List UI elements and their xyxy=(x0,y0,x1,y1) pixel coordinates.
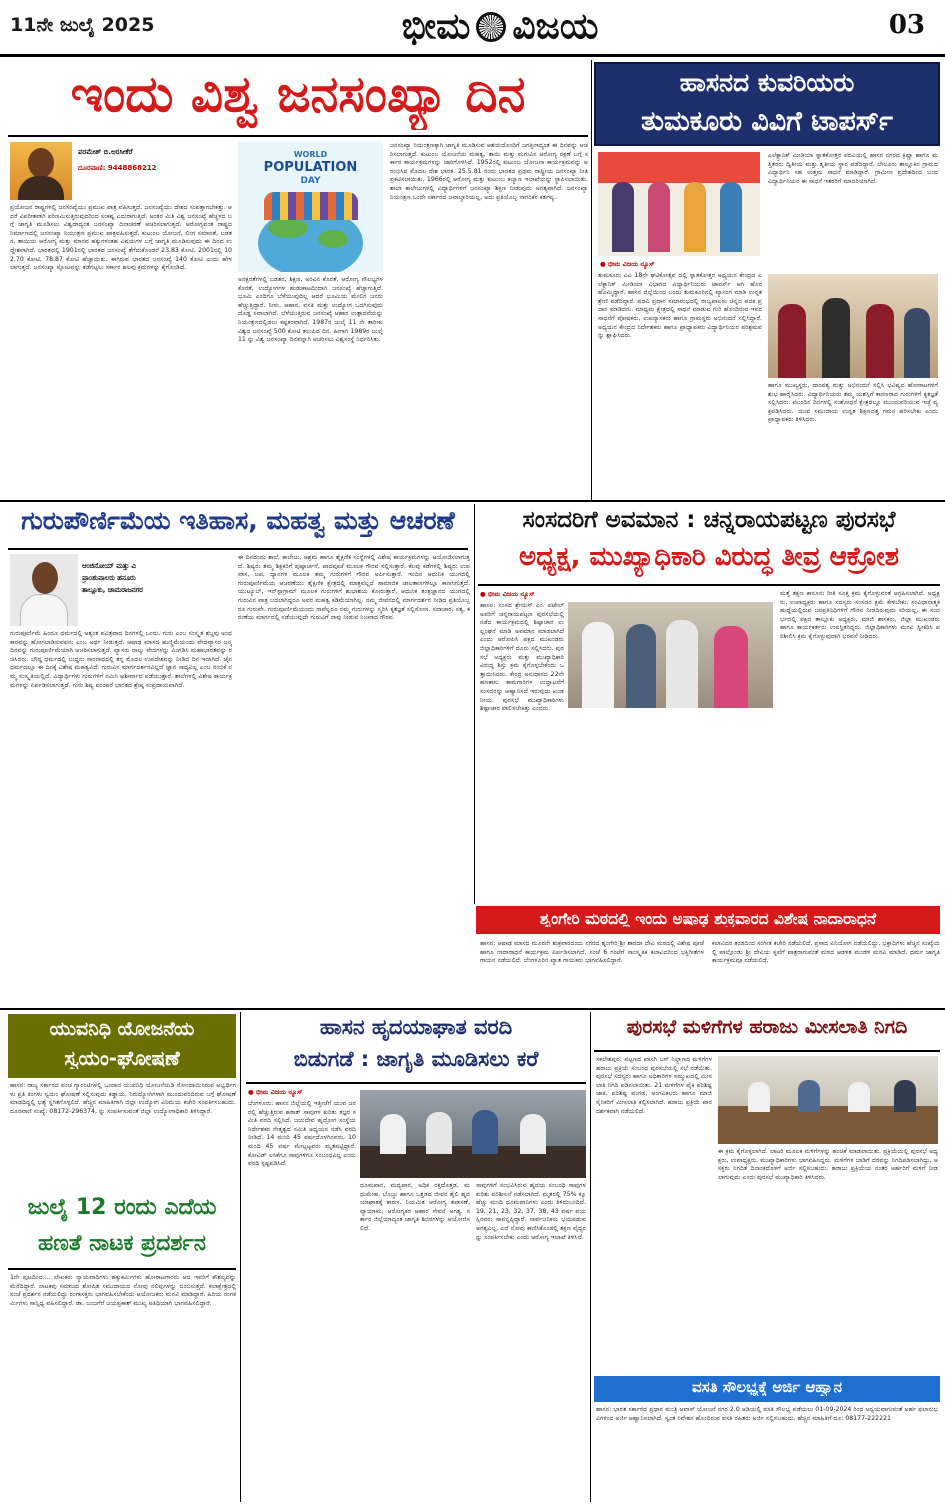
story1-author: ಪರಮೇಶ್ ಬಿ.ಅರಸೀಕೆರೆ xyxy=(78,148,133,156)
population-day-poster xyxy=(238,142,383,272)
story2-body-col2: ಎಲೆಕ್ಟ್ರಾನಿಕ್ ಮೀಡಿಯಾ ಸ್ನಾತಕೋತ್ತರ ಪದವಿಯಲ್ಲಿ ಹಾಸನ ನಗರದ ಕ್ರಿಷ್ಣಾ ಹಾಗೂ ಮತ್ತಿತರರು ದ್ವಿತೀಯ ಮತ್ತು ತೃತೀಯ ಸ್ಥಾನ ಪಡೆದಿದ್ದಾರೆ. ಬೇಲೂರು ತಾಲ್ಲೂಕಿನ ಗ್ರಾಮದ ವಿದ್ಯಾರ್ಥಿನಿ ಸಹ ಉತ್ತಮ ಸಾಧನೆ ಮಾಡಿದ್ದಾರೆ. ಗ್ರಾಮೀಣ ಪ್ರದೇಶದಿಂದ ಬಂದ ವಿದ್ಯಾರ್ಥಿನಿಯರ ಈ ಸಾಧನೆ ಇತರರಿಗೆ ಮಾದರಿಯಾಗಿದೆ. xyxy=(768,152,938,185)
story1-body-col1: ಪ್ರಯೋಜನ ರಾಷ್ಟ್ರಗಳಲ್ಲಿ ಜನಸಂಖ್ಯೆಯು ಪ್ರಮುಖ ಪಾತ್ರ ವಹಿಸುತ್ತದೆ. ಜನಸಂಖ್ಯೆಯು ದೇಶದ ಸಂಪತ್ತಾಗಬೇಕತ್ತು. ಆದರೆ ವಿಪರೀತವಾಗಿ ಪರಿಣಮಿಸುತ್ತಿರುವುದರಿಂದ ಸಂಕಷ್ಟ ಎದುರಾಗುತ್ತಿದೆ. ಅಂತರ ಮಿತಿ ವಿಶ್ವ ಜನಸಂಖ್ಯೆ ಹೆಚ್ಚಳದ ಬಗ್ಗೆ ಜಾಗೃತಿ ಮೂಡಿಸಲು ವಿಶ್ವದಾದ್ಯಂತ ಜನಸಂಖ್ಯಾ ದಿನಾಚರಣೆ ಆಚರಿಸಲಾಗುತ್ತದೆ. ಆರೋಗ್ಯವಂತ ರಾಷ್ಟ್ರದ ನಿರ್ಮಾಣದಲ್ಲಿ ಜನಸಂಖ್ಯಾ ನಿಯಂತ್ರಣ ಪ್ರಮುಖ ಪಾತ್ರವಹಿಸುತ್ತದೆ. ಕುಟುಂಬ ಯೋಜನೆ, ಲಿಂಗ ಸಮಾನತೆ, ಬಡತನ, ತಾಯಿಯ ಆರೋಗ್ಯ ಮತ್ತು ಮಾನವ ಹಕ್ಕುಗಳಂತಹ ವಿಷಯಗಳ ಬಗ್ಗೆ ಜಾಗೃತಿ ಮೂಡಿಸುವುದು ಈ ದಿನದ ಉದ್ದೇಶವಾಗಿದೆ. ಭಾರತದಲ್ಲಿ 1901ರಲ್ಲಿ ಭಾರತದ ಜನಸಂಖ್ಯೆ ತೆಗೆದುಕೊಂಡರೆ 23.83 ಕೋಟಿ, 2001ರಲ್ಲಿ 102.70 ಕೋಟಿ, 78.87 ಕೋಟಿ ಹೆಚ್ಚಾಯಿತು. ಈಗಿರುವ ಭಾರತದ ಜನಸಂಖ್ಯೆ 140 ಕೋಟಿ ಎಂದು ಹೇಳಲಾಗುತ್ತದೆ. ಜನಸಂಖ್ಯಾ ಸ್ಫೋಟವನ್ನು ತಡೆಗಟ್ಟಲು ಸರ್ಕಾರ ಹಲವು ಕ್ರಮಗಳನ್ನು ಕೈಗೊಂಡಿದೆ. xyxy=(10,204,232,272)
story7-headline-2: ಹಣತೆ ನಾಟಕ ಪ್ರದರ್ಶನ xyxy=(38,1232,206,1256)
story3-rule xyxy=(8,548,468,550)
story2-body-col3: ಹಾಗೂ ಮುಖ್ಯಸ್ಥರು, ದಾಂಪತ್ಯ ಮತ್ತು ಅಭಿನಂದನೆ ಸಲ್ಲಿಸಿ ಭವಿಷ್ಯದ ಹೋರಾಟಗಳಿಗೆ ಶುಭ ಹಾರೈಸಿದರು. ವಿದ್ಯಾರ್ಥಿನಿಯರು ತಮ್ಮ ಯಶಸ್ಸಿಗೆ ಕಾರಣರಾದ ಗುರುಗಳಿಗೆ ಕೃತಜ್ಞತೆ ಸಲ್ಲಿಸಿದರು. ಮುಂದಿನ ದಿನಗಳಲ್ಲಿ ಸಂಶೋಧನೆ ಕ್ಷೇತ್ರದಲ್ಲೂ ಮುಂದುವರಿಯುವ ಇಚ್ಛೆ ವ್ಯಕ್ತಪಡಿಸಿದರು. ಯುವ ಸಮುದಾಯ ಉನ್ನತ ಶಿಕ್ಷಣದತ್ತ ಗಮನ ಹರಿಸಬೇಕು ಎಂದು ಪ್ರಾಧ್ಯಾಪಕರು ತಿಳಿಸಿದರು. xyxy=(768,382,938,424)
story9-headline: ಪುರಸಭೆ ಮಳಿಗೆಗಳ ಹರಾಜು ಮೀಸಲಾತಿ ನಿಗದಿ xyxy=(626,1018,908,1038)
column-rule-1 xyxy=(591,60,592,500)
story8-rule xyxy=(246,1082,586,1084)
story6-headline-2: ಸ್ವಯಂ-ಘೋಷಣೆ xyxy=(64,1048,180,1069)
story1-body-col3: ಜನಸಂಖ್ಯಾ ನಿಯಂತ್ರಣಕ್ಕಾಗಿ ಜಾಗೃತಿ ಮೂಡಿಸುವ ಆಶಯದೊಂದಿಗೆ ಜಗತ್ತಿನಾದ್ಯಂತ ಈ ದಿನವನ್ನು ಆಚರಿಸಲಾಗುತ್ತದೆ. ಕುಟುಂಬ ಯೋಜನೆಯ ಮಹತ್ವ, ತಾಯಿ ಮತ್ತು ಮಗುವಿನ ಆರೋಗ್ಯ ರಕ್ಷಣೆ ಬಗ್ಗೆ ಸರ್ಕಾರ ಕಾರ್ಯಕ್ರಮಗಳನ್ನು ಜಾರಿಗೊಳಿಸಿದೆ. 1952ರಲ್ಲಿ ಕುಟುಂಬ ಯೋಜನಾ ಕಾರ್ಯಕ್ರಮವನ್ನು ಆರಂಭಿಸಿದ ಮೊದಲ ದೇಶ ಭಾರತ. 25.5.81 ರಂದು ಭಾರತದ ಪ್ರಥಮ ರಾಷ್ಟ್ರೀಯ ಜನಸಂಖ್ಯಾ ನೀತಿ ಪ್ರಕಟಿಸಲಾಯಿತು. 1966ರಲ್ಲಿ ಆರೋಗ್ಯ ಮತ್ತು ಕುಟುಂಬ ಕಲ್ಯಾಣ ಇಲಾಖೆಯನ್ನು ಸ್ಥಾಪಿಸಲಾಯಿತು. ಶಾಲಾ ಕಾಲೇಜುಗಳಲ್ಲಿ ವಿದ್ಯಾರ್ಥಿಗಳಿಗೆ ಜನಸಂಖ್ಯಾ ಶಿಕ್ಷಣ ನೀಡುವುದು ಅಗತ್ಯವಾಗಿದೆ. ಜನಸಂಖ್ಯಾ ನಿಯಂತ್ರಣ ಒಂದೇ ಸರ್ಕಾರದ ಜವಾಬ್ದಾರಿಯಲ್ಲ, ಅದು ಪ್ರತಿಯೊಬ್ಬ ನಾಗರಿಕನ ಕರ್ತವ್ಯ.. xyxy=(390,142,588,201)
story7-body: 1ನೇ ಪುಟದಿಂದ.... ಲೇಖಕರು ನ್ಯಾಯವಾದಿಗಳು ಹಕ್ಕುಕರ್ಮಿಗಳು ಹೋರಾಟಗಾರರು ಆದ ಇವರಿಗೆ ಕೌಶಲ್ಯವನ್ನು ಮೆರೆದಿದ್ದಾರೆ. ನಾಟಕವು ಸಮಾಜದ ಶೋಷಿತ ಸಮುದಾಯದ ನೋವು ನಲಿವುಗಳನ್ನು ಬಿಂಬಿಸುತ್ತದೆ. ಕಲಾಕ್ಷೇತ್ರದಲ್ಲಿ ಸಂಜೆ ಪ್ರದರ್ಶನ ನಡೆಯಲಿದ್ದು ರಂಗಾಸಕ್ತರು ಭಾಗವಹಿಸಬೇಕೆಂದು ಆಯೋಜಕರು ಮನವಿ ಮಾಡಿದ್ದಾರೆ. ಹಿರಿಯ ರಂಗಕರ್ಮಿಗಳು ಸಾನ್ನಿಧ್ಯ ವಹಿಸಲಿದ್ದಾರೆ. ಡಾ. ಬಂಜಗೆರೆ ಜಯಪ್ರಕಾಶ್ ಮುಖ್ಯ ಅತಿಥಿಯಾಗಿ ಭಾಗವಹಿಸಲಿದ್ದಾರೆ. xyxy=(10,1274,236,1307)
story5-body-col2: ಕಲಾವಿದರ ತಂಡದಿಂದ ಸಂಗೀತ ಕಚೇರಿ ನಡೆಯಲಿದೆ. ಪ್ರಸಾದ ವಿನಿಯೋಗ ನಡೆಯಲಿದ್ದು, ಭಕ್ತಾದಿಗಳು ಹೆಚ್ಚಿನ ಸಂಖ್ಯೆಯಲ್ಲಿ ಪಾಲ್ಗೊಂಡು ಶ್ರೀ ದೇವಿಯ ಕೃಪೆಗೆ ಪಾತ್ರರಾಗುವಂತೆ ಮಠದ ಆಡಳಿತ ಮಂಡಳಿ ಮನವಿ ಮಾಡಿದೆ. ಧರ್ಮ ಜಾಗೃತಿ ಕಾರ್ಯಕ್ರಮವೂ ನಡೆಯಲಿದೆ. xyxy=(712,940,940,965)
story4-headline-2: ಅಧ್ಯಕ್ಷ, ಮುಖ್ಯಾಧಿಕಾರಿ ವಿರುದ್ಧ ತೀವ್ರ ಆಕ್ರೋಶ xyxy=(519,544,899,572)
story3-body-col1: ಗುರುಪೂರ್ಣಿಮೆ ಹಿಂದೂ ಧರ್ಮದಲ್ಲಿ ಅತ್ಯಂತ ಪವಿತ್ರವಾದ ದಿನಗಳಲ್ಲಿ ಒಂದು. ಗುರು ಎಂಬ ಸಂಸ್ಕೃತ ಶಬ್ದವು ಅಂಧಕಾರವನ್ನು ಹೋಗಲಾಡಿಸುವವನು ಎಂಬ ಅರ್ಥ ನೀಡುತ್ತದೆ. ಆಷಾಢ ಮಾಸದ ಹುಣ್ಣಿಮೆಯಂದು ವೇದವ್ಯಾಸರ ಜನ್ಮದಿನವನ್ನು ಗುರುಪೂರ್ಣಿಮೆಯಾಗಿ ಆಚರಿಸಲಾಗುತ್ತದೆ. ವ್ಯಾಸರು ನಾಲ್ಕು ವೇದಗಳನ್ನು ವಿಂಗಡಿಸಿ ಮಹಾಭಾರತವನ್ನು ರಚಿಸಿದರು. ಬೌದ್ಧ ಧರ್ಮದಲ್ಲಿ ಬುದ್ಧನು ಸಾರನಾಥದಲ್ಲಿ ತನ್ನ ಮೊದಲ ಉಪದೇಶವನ್ನು ನೀಡಿದ ದಿನ ಇದಾಗಿದೆ. ಜೈನ ಧರ್ಮದಲ್ಲೂ ಈ ದಿನಕ್ಕೆ ವಿಶೇಷ ಮಹತ್ವವಿದೆ. ಗುರುವಿನ ಮಾರ್ಗದರ್ಶನವಿಲ್ಲದೆ ಜ್ಞಾನ ಸಾಧ್ಯವಿಲ್ಲ ಎಂಬ ನಂಬಿಕೆ ನಮ್ಮ ಸಂಸ್ಕೃತಿಯಲ್ಲಿದೆ. ವಿದ್ಯಾರ್ಥಿಗಳು ಗುರುಗಳಿಗೆ ನಮಿಸಿ ಆಶೀರ್ವಾದ ಪಡೆಯುತ್ತಾರೆ. ಶಾಲೆಗಳಲ್ಲಿ ವಿಶೇಷ ಕಾರ್ಯಕ್ರಮಗಳನ್ನು ಏರ್ಪಡಿಸಲಾಗುತ್ತದೆ. ಗುರು ಶಿಷ್ಯ ಪರಂಪರೆ ಭಾರತದ ಶ್ರೇಷ್ಠ ಸಂಪ್ರದಾಯವಾಗಿದೆ. xyxy=(10,630,232,689)
story8-byline: ● ಭೀಮ ವಿಜಯ ನ್ಯೂಸ್ xyxy=(248,1088,358,1098)
column-rule-2 xyxy=(474,504,475,904)
story8-headline-2: ಬಿಡುಗಡೆ : ಜಾಗೃತಿ ಮೂಡಿಸಲು ಕರೆ xyxy=(293,1048,539,1071)
story5-banner xyxy=(476,906,940,934)
column-rule-4 xyxy=(590,1012,591,1502)
masthead-title xyxy=(360,4,640,50)
story10-body: ಹಾಸನ: ಭಾರತ ಸರ್ಕಾರದ ಪ್ರಧಾನ ಮಂತ್ರಿ ಆವಾಸ್ ಯೋಜನೆ ನಗರ 2.0 ಅಡಿಯಲ್ಲಿ ವಸತಿ ಸೌಲಭ್ಯ ಪಡೆಯಲು 01-09-2024 ರಿಂದ ಅನ್ವಯವಾಗುವಂತೆ ಅರ್ಹ ಫಲಾನುಭವಿಗಳಿಂದ ಅರ್ಜಿ ಆಹ್ವಾನಿಸಲಾಗಿದೆ. ಸ್ವಂತ ನಿವೇಶನ ಹೊಂದಿರುವ ವಸತಿ ರಹಿತರು ಅರ್ಜಿ ಸಲ್ಲಿಸಬಹುದು. ಹೆಚ್ಚಿನ ಮಾಹಿತಿಗೆ ದೂ: 08177-222221 xyxy=(596,1406,938,1422)
council-meeting-photo xyxy=(718,1056,938,1144)
story4-body-col1b xyxy=(568,712,773,900)
story6-body: ಹಾಸನ: ರಾಜ್ಯ ಸರ್ಕಾರದ ಪಂಚ ಗ್ಯಾರಂಟಿಗಳಲ್ಲಿ ಒಂದಾದ ಯುವನಿಧಿ ಯೋಜನೆಯಡಿ ನೋಂದಾಯಿಸಿರುವ ಅಭ್ಯರ್ಥಿಗಳು ಪ್ರತಿ ತಿಂಗಳು ಸ್ವಯಂ ಘೋಷಣೆ ಸಲ್ಲಿಸುವುದು ಕಡ್ಡಾಯ. ನಿರುದ್ಯೋಗಿಗಳಾಗಿ ಮುಂದುವರಿದಿರುವ ಬಗ್ಗೆ ಘೋಷಣೆ ಮಾಡದಿದ್ದಲ್ಲಿ ಭತ್ಯೆ ಸ್ಥಗಿತಗೊಳ್ಳಲಿದೆ. ಹೆಚ್ಚಿನ ಮಾಹಿತಿಗಾಗಿ ಜಿಲ್ಲಾ ಉದ್ಯೋಗ ವಿನಿಮಯ ಕಚೇರಿ ಸಂಪರ್ಕಿಸಬಹುದು. ದೂರವಾಣಿ ಸಂಖ್ಯೆ: 08172-296374, ನ್ನು ಸಂಪರ್ಕಿಸುವಂತೆ ಜಿಲ್ಲಾ ಉದ್ಯೋಗಾಧಿಕಾರಿ ತಿಳಿಸಿದ್ದಾರೆ. xyxy=(10,1082,236,1115)
masthead xyxy=(0,0,945,54)
story3-headline: ಗುರುಪೌರ್ಣಿಮೆಯ ಇತಿಹಾಸ, ಮಹತ್ವ ಮತ್ತು ಆಚರಣೆ xyxy=(21,508,455,535)
story3-author-line1: ಆಂಜಿನೋಯ್ ಮತ್ತು ವಿ xyxy=(82,562,136,570)
story8-body-col1: ಬೆಂಗಳೂರು: ಹಾಸನ ಜಿಲ್ಲೆಯಲ್ಲಿ ಇತ್ತೀಚೆಗೆ ಯುವ ಜನರಲ್ಲಿ ಹೆಚ್ಚುತ್ತಿರುವ ಹಠಾತ್ ಸಾವುಗಳ ಕುರಿತು ತಜ್ಞರ ಸಮಿತಿ ವರದಿ ಸಲ್ಲಿಸಿದೆ. ಜಯದೇವ ಹೃದ್ರೋಗ ಸಂಸ್ಥೆಯ ನಿರ್ದೇಶಕರ ನೇತೃತ್ವದ ಸಮಿತಿ ಅಧ್ಯಯನ ನಡೆಸಿ ವರದಿ ನೀಡಿದೆ. 14 ಮಂದಿ 45 ವರ್ಷದೊಳಗಿನವರು, 10 ಮಂದಿ 45 ವರ್ಷ ಮೇಲ್ಪಟ್ಟವರು ಮೃತಪಟ್ಟಿದ್ದಾರೆ. ಕೋವಿಡ್ ಲಸಿಕೆಗೂ ಸಾವುಗಳಿಗೂ ಸಂಬಂಧವಿಲ್ಲ ಎಂದು ವರದಿ ಸ್ಪಷ್ಟಪಡಿಸಿದೆ. xyxy=(248,1100,356,1168)
story3-author-photo xyxy=(10,554,78,626)
masthead-name-right: ವಿಜಯ xyxy=(512,6,599,47)
story4-headline-1: ಸಂಸದರಿಗೆ ಅವಮಾನ : ಚನ್ನರಾಯಪಟ್ಟಣ ಪುರಸಭೆ xyxy=(522,508,896,533)
story4-byline: ● ಭೀಮ ವಿಜಯ ನ್ಯೂಸ್ xyxy=(480,590,570,600)
author-photo xyxy=(10,142,72,200)
poster-population: POPULATION xyxy=(263,160,358,175)
story8-body-col2: ಧೂಮಪಾನ, ಮದ್ಯಪಾನ, ಅಧಿಕ ರಕ್ತದೊತ್ತಡ, ಮಧುಮೇಹ, ಬೊಜ್ಜು ಹಾಗೂ ಒತ್ತಡದ ಜೀವನ ಶೈಲಿ ಹೃದಯಾಘಾತಕ್ಕೆ ಕಾರಣ. ನಿಯಮಿತ ಆರೋಗ್ಯ ತಪಾಸಣೆ, ವ್ಯಾಯಾಮ, ಆರೋಗ್ಯಕರ ಆಹಾರ ಸೇವನೆ ಅಗತ್ಯ. ಸರ್ಕಾರ ಜಿಲ್ಲೆಯಾದ್ಯಂತ ಜಾಗೃತಿ ಶಿಬಿರಗಳನ್ನು ಆಯೋಜಿಸಲಿದೆ. xyxy=(360,1182,470,1232)
story1-headline: ಇಂದು ವಿಶ್ವ ಜನಸಂಖ್ಯಾ ದಿನ xyxy=(70,68,526,123)
story5-headline: ಶೃಂಗೇರಿ ಮಠದಲ್ಲಿ ಇಂದು ಅಷಾಢ ಶುಕ್ರವಾರದ ವಿಶೇಷ ನಾದಾರಾಧನೆ xyxy=(539,911,877,928)
story3-body-col2: ಈ ದಿನದಂದು ಶಾಲೆ, ಕಾಲೇಜು, ಆಶ್ರಮ ಹಾಗೂ ಶೈಕ್ಷಣಿಕ ಸಂಸ್ಥೆಗಳಲ್ಲಿ ವಿಶೇಷ ಕಾರ್ಯಕ್ರಮಗಳನ್ನು ಆಯೋಜಿಸಲಾಗುತ್ತದೆ. ಶಿಷ್ಯರು ತಮ್ಮ ಶಿಕ್ಷಕರಿಗೆ ಪುಷ್ಪಾರ್ಚನೆ, ಪಾದಪೂಜೆ ಮೂಲಕ ಗೌರವ ಸಲ್ಲಿಸುತ್ತಾರೆ. ಕೆಲವು ಕಡೆಗಳಲ್ಲಿ ಶಿಷ್ಯರು ಉಪವಾಸ, ಜಪ, ಧ್ಯಾನಗಳ ಮೂಲಕ ತಮ್ಮ ಗುರುಗಳಿಗೆ ಗೌರವ ಅರ್ಪಿಸುತ್ತಾರೆ. ಇಂದಿನ ಆಧುನಿಕ ಯುಗದಲ್ಲಿ ಗುರುಪೂರ್ಣಿಮೆಯ ಆಚರಣೆಯು ಶೈಕ್ಷಣಿಕ ಕ್ಷೇತ್ರದಲ್ಲಿ ಮಾತ್ರವಲ್ಲದೆ ಸಾಮಾಜಿಕ ಜಾಲತಾಣಗಳಲ್ಲೂ ಕಾಣಸಿಗುತ್ತದೆ. ಯುಟ್ಯೂಬ್, ಇನ್‌ಸ್ಟಾಗ್ರಾಮ್ ಮೂಲಕ ಗುರುಗಳಿಗೆ ಶುಭಾಶಯ ಕೋರುತ್ತಾರೆ. ಆಧುನಿಕ ತಂತ್ರಜ್ಞಾನದ ಯುಗದಲ್ಲಿ ಗುರುವಿನ ಪಾತ್ರ ಬದಲಾಗಿದ್ದರೂ ಅವರ ಮಹತ್ವ ಕಡಿಮೆಯಾಗಿಲ್ಲ. ನಮ್ಮ ಜೀವನದಲ್ಲಿ ಮಾರ್ಗದರ್ಶನ ನೀಡಿದ ಪ್ರತಿಯೊಬ್ಬರೂ ಗುರುವೇ. ಗುರುಪೂರ್ಣಿಮೆಯಂದು ನಾವೆಲ್ಲರೂ ನಮ್ಮ ಗುರುಗಳನ್ನು ಸ್ಮರಿಸಿ ಕೃತಜ್ಞತೆ ಸಲ್ಲಿಸೋಣ. ಸದಾಚಾರ, ಸತ್ಯ, ಕರುಣೆಯ ಮಾರ್ಗದಲ್ಲಿ ನಡೆಯುವುದೇ ಗುರುವಿಗೆ ನಾವು ನೀಡುವ ನಿಜವಾದ ಗೌರವ. xyxy=(238,554,470,622)
story9-body-col2: ಈ ಕ್ರಮ ಕೈಗೊಳ್ಳಲಾಗಿದೆ. ಲಾಟರಿ ಮೂಲಕ ಮಳಿಗೆಗಳನ್ನು ಹಂಚಿಕೆ ಮಾಡಲಾಯಿತು. ಪ್ರಕ್ರಿಯೆಯಲ್ಲಿ ಪುರಸಭೆ ಅಧ್ಯಕ್ಷರು, ಉಪಾಧ್ಯಕ್ಷರು, ಮುಖ್ಯಾಧಿಕಾರಿಗಳು ಭಾಗವಹಿಸಿದ್ದರು. ಮಳಿಗೆಗಳ ಬಾಡಿಗೆ ದರವನ್ನು ನಿಗದಿಪಡಿಸಲಾಗಿದ್ದು, ಆಸಕ್ತರು ನಿಗದಿತ ದಿನಾಂಕದೊಳಗೆ ಅರ್ಜಿ ಸಲ್ಲಿಸಬಹುದು. ಹರಾಜು ಪ್ರಕ್ರಿಯೆಯ ನಂತರ ಅರ್ಹರಿಗೆ ಮಳಿಗೆ ನೀಡಲಾಗುವುದು ಎಂದು ಪುರಸಭೆ ಮುಖ್ಯಾಧಿಕಾರಿ ತಿಳಿಸಿದರು. xyxy=(718,1148,938,1181)
story3-author-line2: ಪ್ರಾಂಶುಪಾಲರು ಹನೂರು xyxy=(82,574,136,582)
story2-body-col1: ತುಮಕೂರು ವಿವಿ 18ನೇ ಘಟಿಕೋತ್ಸವ ದಲ್ಲಿ ಸ್ನಾತಕೋತ್ತರ ಅಧ್ಯಯನ ಕೇಂದ್ರದ ಎಲೆಕ್ಟ್ರಾನಿಕ್ ಮೀಡಿಯಾ ವಿಭಾಗದ ವಿದ್ಯಾರ್ಥಿನಿಯರು ಟಾಪರ್ಸ್ ಆಗಿ ಹೊರಹೊಮ್ಮಿದ್ದಾರೆ. ಹಾಸನ ಜಿಲ್ಲೆಯಿಂದ ಬಂದು ತುಮಕೂರಿನಲ್ಲಿ ವ್ಯಾಸಂಗ ಮಾಡಿ ಉನ್ನತ ಶ್ರೇಣಿ ಪಡೆದಿದ್ದಾರೆ. ಪದವಿ ಪ್ರದಾನ ಸಮಾರಂಭದಲ್ಲಿ ರಾಜ್ಯಪಾಲರು ಚಿನ್ನದ ಪದಕ ಪ್ರದಾನ ಮಾಡಿದರು. ಮಾಧ್ಯಮ ಕ್ಷೇತ್ರದಲ್ಲಿ ಸಾಧನೆ ಮಾಡುವ ಗುರಿ ಹೊಂದಿರುವ ಇವರ ಸಾಧನೆಗೆ ಪೋಷಕರು, ಉಪನ್ಯಾಸಕರು ಹಾಗೂ ಗ್ರಾಮಸ್ಥರು ಅಭಿನಂದನೆ ಸಲ್ಲಿಸಿದ್ದಾರೆ. ಅಧ್ಯಯನ ಕೇಂದ್ರದ ನಿರ್ದೇಶಕರು ಹಾಗೂ ಪ್ರಾಧ್ಯಾಪಕರು ವಿದ್ಯಾರ್ಥಿನಿಯರ ಪರಿಶ್ರಮವನ್ನು ಶ್ಲಾಘಿಸಿದರು. xyxy=(598,272,762,340)
story2-headline-1: ಹಾಸನದ ಕುವರಿಯರು xyxy=(679,70,855,97)
story7-rule xyxy=(8,1268,236,1270)
story8-body-col3: ಸಾವುಗಳಿಗೆ ಸಂಭವಿಸಿರುವ ಹೃದಯ ಸಂಬಂಧಿ ಸಾವುಗಳ ಕುರಿತು ಪರಿಶೀಲನೆ ನಡೆಸಲಾಗಿದೆ. ಮೃತರಲ್ಲಿ 75% ಕ್ಕೂ ಹೆಚ್ಚು ಮಂದಿ ಧೂಮಪಾನಿಗಳು ಎಂದು ತಿಳಿದುಬಂದಿದೆ. 19, 21, 23, 32, 37, 38, 43 ವರ್ಷ ವಯಸ್ಸಿನವರು ಸಾವನ್ನಪ್ಪಿದ್ದಾರೆ. ಸಾರ್ವಜನಿಕರು ಭಯಪಡುವ ಅಗತ್ಯವಿಲ್ಲ, ಎದೆ ನೋವು ಕಾಣಿಸಿಕೊಂಡಲ್ಲಿ ತಕ್ಷಣ ವೈದ್ಯರನ್ನು ಸಂಪರ್ಕಿಸಬೇಕು ಎಂದು ಆರೋಗ್ಯ ಇಲಾಖೆ ತಿಳಿಸಿದೆ. xyxy=(476,1182,586,1241)
story9-rule xyxy=(594,1050,940,1052)
section-rule-2 xyxy=(0,1008,945,1010)
story2-headline-2: ತುಮಕೂರು ವಿವಿಗೆ ಟಾಪರ್ಸ್ xyxy=(641,108,893,137)
story4-body-col1: ಹಾಸನ: ಸಂಸದ ಶ್ರೇಯಸ್ ಎಂ. ಪಟೇಲ್ ಅವರಿಗೆ ಚನ್ನರಾಯಪಟ್ಟಣ ಪುರಸಭೆಯಲ್ಲಿ ನಡೆದ ಕಾರ್ಯಕ್ರಮದಲ್ಲಿ ಶಿಷ್ಟಾಚಾರ ಉಲ್ಲಂಘನೆ ಮಾಡಿ ಅವಮಾನ ಮಾಡಲಾಗಿದೆ ಎಂದು ಆರೋಪಿಸಿ ಪಕ್ಷದ ಮುಖಂಡರು ಜಿಲ್ಲಾಧಿಕಾರಿಗಳಿಗೆ ದೂರು ಸಲ್ಲಿಸಿದರು. ಪುರಸಭೆ ಅಧ್ಯಕ್ಷರು ಮತ್ತು ಮುಖ್ಯಾಧಿಕಾರಿ ವಿರುದ್ಧ ಶಿಸ್ತು ಕ್ರಮ ಕೈಗೊಳ್ಳಬೇಕೆಂದು ಒತ್ತಾಯಿಸಿದರು. ಕೇಂದ್ರ ಅನುದಾನದ 22ನೇ ಹಣಕಾಸು ಕಾಮಗಾರಿಗಳ ಉದ್ಘಾಟನೆಗೆ ಸಂಸದರನ್ನು ಆಹ್ವಾನಿಸದೆ ಇರುವುದು ಖಂಡನೀಯ. ಪುರಸಭೆ ಮುಖ್ಯಾಧಿಕಾರಿಗಳು ಶಿಷ್ಟಾಚಾರ ಪಾಲಿಸಬೇಕಿತ್ತು ಎಂದರು. xyxy=(480,602,564,713)
story7-headline-1: ಜುಲೈ 12 ರಂದು ಎದೆಯ xyxy=(27,1196,217,1220)
poster-world: WORLD xyxy=(293,150,328,159)
story10-banner xyxy=(594,1376,940,1402)
press-meet-photo xyxy=(360,1090,586,1178)
page-number: 03 xyxy=(888,10,925,40)
story5-body-col1: ಹಾಸನ: ಆಷಾಢ ಮಾಸದ ಮೂರನೇ ಶುಕ್ರವಾರದಂದು ನಗರದ ಶೃಂಗೇರಿ ಶ್ರೀ ಶಾರದಾ ದೇವಿ ಮಠದಲ್ಲಿ ವಿಶೇಷ ಪೂಜೆ ಹಾಗೂ ನಾದಾರಾಧನೆ ಕಾರ್ಯಕ್ರಮ ಏರ್ಪಡಿಸಲಾಗಿದೆ. ಸಂಜೆ 6 ಗಂಟೆಗೆ ಸಾಂಸ್ಕೃತಿಕ ಕಲಾವಿದರಿಂದ ಭಕ್ತಿಗೀತೆಗಳ ಗಾಯನ ನಡೆಯಲಿದೆ. ಬೆಂಗಳೂರಿನ ಖ್ಯಾತ ಗಾಯಕರು ಭಾಗವಹಿಸಲಿದ್ದಾರೆ. xyxy=(480,940,704,965)
story4-body-col2: ಮತ್ತೆ ತಕ್ಷಣ ಕಾನೂನು ರೀತಿ ಸೂಕ್ತ ಕ್ರಮ ಕೈಗೊಳ್ಳುವಂತೆ ಆಗ್ರಹಿಸಲಾಗಿದೆ. ಅಧ್ಯಕ್ಷರು, ಉಪಾಧ್ಯಕ್ಷರು ಹಾಗೂ ಸದಸ್ಯರು ಸಂಸದರ ಕ್ಷಮೆ ಕೇಳಬೇಕು. ಸಂವಿಧಾನಾತ್ಮಕ ಹುದ್ದೆಯಲ್ಲಿರುವ ಜನಪ್ರತಿನಿಧಿಗಳಿಗೆ ಗೌರವ ನೀಡದಿರುವುದು ಸರಿಯಲ್ಲ. ಈ ಸಂದರ್ಭದಲ್ಲಿ ಪಕ್ಷದ ತಾಲ್ಲೂಕು ಅಧ್ಯಕ್ಷರು, ಮಾಜಿ ಶಾಸಕರು, ಜಿಲ್ಲಾ ಮುಖಂಡರು ಹಾಗೂ ಕಾರ್ಯಕರ್ತರು ಉಪಸ್ಥಿತರಿದ್ದರು. ಜಿಲ್ಲಾಧಿಕಾರಿಗಳು ಮನವಿ ಸ್ವೀಕರಿಸಿ ಪರಿಶೀಲಿಸಿ ಕ್ರಮ ಕೈಗೊಳ್ಳುವುದಾಗಿ ಭರವಸೆ ನೀಡಿದರು. xyxy=(780,590,940,640)
story2-banner xyxy=(594,62,940,146)
column-rule-3 xyxy=(240,1012,241,1502)
story6-banner xyxy=(8,1014,236,1078)
story10-headline: ವಸತಿ ಸೌಲಭ್ಯಕ್ಕೆ ಅರ್ಜಿ ಆಹ್ವಾನ xyxy=(692,1380,842,1396)
poster-day: DAY xyxy=(300,176,321,186)
story6-headline-1: ಯುವನಿಧಿ ಯೋಜನೆಯ xyxy=(49,1020,195,1040)
story9-body-col1: ಸಕಲೇಶಪುರ: ಪಟ್ಟಣದ ಖಾಸಗಿ ಬಸ್ ನಿಲ್ದಾಣದ ಮಳಿಗೆಗಳ ಹರಾಜು ಪ್ರಕ್ರಿಯೆ ಸಂಬಂಧ ಪುರಸಭೆಯಲ್ಲಿ ಸಭೆ ನಡೆಯಿತು. ಪುರಸಭೆ ಸದಸ್ಯರು ಹಾಗೂ ಅಧಿಕಾರಿಗಳ ಸಮ್ಮುಖದಲ್ಲಿ ಮೀಸಲಾತಿ ನಿಗದಿ ಪಡಿಸಲಾಯಿತು. 21 ಮಳಿಗೆಗಳ ಪೈಕಿ ಪರಿಶಿಷ್ಟ ಜಾತಿ, ಪರಿಶಿಷ್ಟ ಪಂಗಡ, ಅಂಗವಿಕಲರು ಹಾಗೂ ಮಾಜಿ ಸೈನಿಕರಿಗೆ ಮೀಸಲಾತಿ ಕಲ್ಪಿಸಲಾಗಿದೆ. ಹರಾಜು ಪ್ರಕ್ರಿಯೆ ಪಾರದರ್ಶಕವಾಗಿ ನಡೆಯಲಿದೆ. xyxy=(596,1056,712,1115)
convocation-photo xyxy=(768,274,938,378)
story1-body-col2: ಅನಕ್ಷರತೆಗಳಲ್ಲಿ ಬಡತನ, ಶಿಕ್ಷಣ, ಅರಿವಿನ ಕೊರತೆ, ಆರೋಗ್ಯ ಸೌಲಭ್ಯಗಳ ಕೊರತೆ, ಉದ್ಯೋಗಗಳ ಹುಡುಕಾಟದಿಂದಾಗಿ ಜನಸಂಖ್ಯೆ ಹೆಚ್ಚಾಗುತ್ತಿದೆ. ಭೂಮಿ ಎಂದಿಗೂ ಬೆಳೆಯುವುದಿಲ್ಲ ಆದರೆ ಭೂಮಿಯ ಮೇಲಿನ ಜನರು ಹೆಚ್ಚುತ್ತಿದ್ದಾರೆ. ನೀರು, ಆಹಾರ, ವಸತಿ ಮತ್ತು ಉದ್ಯೋಗ ಒದಗಿಸುವುದು ದೊಡ್ಡ ಸವಾಲಾಗಿದೆ. ಬೆಳೆಯುತ್ತಿರುವ ಜನಸಂಖ್ಯೆ ಆಹಾರ ಉತ್ಪಾದನೆಯನ್ನು ನಿಯಂತ್ರಣದಲ್ಲಿಡಲು ಕಷ್ಟಕರವಾಗಿದೆ. 1987ರ ಜುಲೈ 11 ನೇ ತಾರೀಕು ವಿಶ್ವದ ಜನಸಂಖ್ಯೆ 500 ಕೋಟಿ ತಲುಪಿದ ದಿನ. ಹೀಗಾಗಿ 1989ರ ಜುಲೈ 11 ನ್ನು ವಿಶ್ವ ಜನಸಂಖ್ಯಾ ದಿನವನ್ನಾಗಿ ಆಚರಿಸಲು ವಿಶ್ವಸಂಸ್ಥೆ ನಿರ್ಧರಿಸಿತು. xyxy=(238,276,383,344)
story8-headline-1: ಹಾಸನ ಹೃದಯಾಘಾತ ವರದಿ xyxy=(319,1016,513,1039)
masthead-name-left: ಭೀಮ xyxy=(401,6,471,47)
chakra-icon xyxy=(476,12,506,42)
masthead-rule xyxy=(0,54,945,57)
story3-author-line3: ತಾಲ್ಲೂಕು, ಚಾಮರಾಜನಗರ xyxy=(82,586,143,594)
memorandum-photo xyxy=(568,602,773,708)
story2-byline: ● ಭೀಮ ವಿಜಯ ನ್ಯೂಸ್ xyxy=(600,260,760,270)
section-rule-1 xyxy=(0,500,945,502)
story4-rule xyxy=(478,584,940,586)
story1-phone: ದೂರವಾಣಿ: 9448868212 xyxy=(78,164,157,172)
story1-rule xyxy=(8,135,588,137)
masthead-date: 11ನೇ ಜುಲೈ 2025 xyxy=(10,14,155,36)
toppers-photo xyxy=(598,152,760,256)
